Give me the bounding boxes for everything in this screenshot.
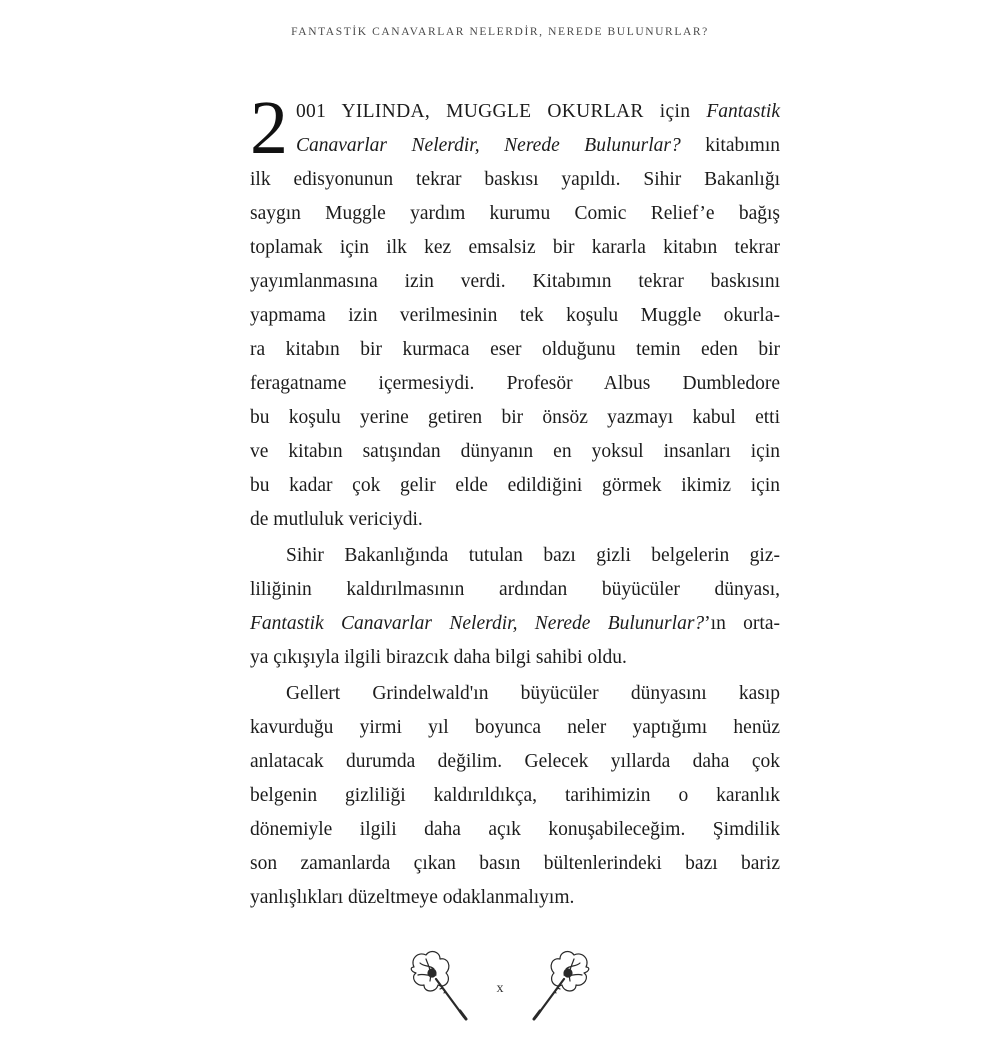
text-line: liliğinin kaldırılmasının ardından büyücüler dünyası, (250, 579, 780, 600)
text-line: feragatname içermesiydi. Profesör Albus Dumbledore (250, 373, 780, 394)
text-line (296, 129, 780, 163)
wand-ornament-icon (520, 945, 600, 1025)
text-line: yanlışlıkları düzeltmeye odaklanmalıyım. (250, 887, 575, 908)
book-title-italic: Fantastik (706, 101, 780, 122)
paragraph-1-body (250, 163, 780, 537)
book-title-italic: Fantastik Canavarlar Nelerdir, Nerede Bulunurlar? (250, 613, 705, 634)
text-line: ilk edisyonunun tekrar baskısı yapıldı. Sihir Bakanlığı (250, 169, 780, 190)
page-footer (0, 945, 1000, 1035)
text-line (296, 95, 780, 129)
text-line: kavurduğu yirmi yıl boyunca neler yaptığımı henüz (250, 717, 780, 738)
text-line: bu koşulu yerine getiren bir önsöz yazmayı kabul etti (250, 407, 780, 428)
text-line: son zamanlarda çıkan basın bültenlerindeki bazı bariz (250, 853, 780, 874)
text-line: anlatacak durumda değilim. Gelecek yıllarda daha çok (250, 751, 780, 772)
text-fragment: kitabımın (680, 135, 780, 156)
opening-caps: 001 YILINDA, MUGGLE OKURLAR için (296, 101, 707, 122)
body-text (250, 86, 780, 915)
text-line: bu kadar çok gelir elde edildiğini görmek ikimiz için (250, 475, 780, 496)
text-line: toplamak için ilk kez emsalsiz bir kararla kitabın tekrar (250, 237, 780, 258)
text-line: yapmama izin verilmesinin tek koşulu Muggle okurla- (250, 305, 780, 326)
text-line (250, 607, 780, 641)
text-line: ve kitabın satışından dünyanın en yoksul insanları için (250, 441, 780, 462)
paragraph-3 (250, 677, 780, 915)
running-head: FANTASTİK CANAVARLAR NELERDİR, NEREDE BULUNURLAR? (291, 26, 709, 38)
text-line: ya çıkışıyla ilgili birazcık daha bilgi sahibi oldu. (250, 647, 627, 668)
paragraph-1 (250, 86, 780, 170)
text-line: ra kitabın bir kurmaca eser olduğunu temin eden bir (250, 339, 780, 360)
paragraph-2 (250, 539, 780, 675)
text-line: yayımlanmasına izin verdi. Kitabımın tekrar baskısını (250, 271, 780, 292)
text-line: Gellert Grindelwald'ın büyücüler dünyasını kasıp (286, 683, 780, 704)
text-line: de mutluluk vericiydi. (250, 509, 423, 530)
text-line: dönemiyle ilgili daha açık konuşabileceğim. Şimdilik (250, 819, 780, 840)
drop-cap: 2 (250, 86, 288, 170)
text-line: belgenin gizliliği kaldırıldıkça, tarihimizin o karanlık (250, 785, 780, 806)
page-number: x (496, 981, 504, 996)
text-line: Sihir Bakanlığında tutulan bazı gizli belgelerin giz- (286, 545, 780, 566)
book-title-italic: Canavarlar Nelerdir, Nerede Bulunurlar? (296, 135, 681, 156)
text-line: saygın Muggle yardım kurumu Comic Relief’e bağış (250, 203, 780, 224)
text-fragment: ’ın orta- (704, 613, 780, 634)
